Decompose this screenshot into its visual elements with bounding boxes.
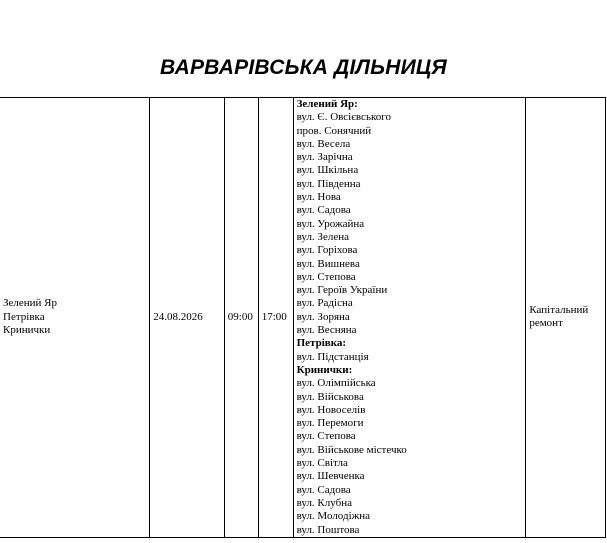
street-item: вул. Клубна (296, 496, 352, 509)
street-item: пров. Сонячний (296, 124, 372, 137)
street-item: вул. Садова (296, 204, 351, 217)
street-item: вул. Перемоги (296, 417, 364, 430)
street-item: вул. Військова (296, 390, 364, 403)
street-item: вул. Зоряна (296, 310, 350, 323)
street-item: вул. Героїв України (296, 284, 388, 297)
settlement-name: Зелений Яр (3, 297, 58, 310)
street-item: вул. Урожайна (296, 217, 365, 230)
street-group-title: Зелений Яр: (296, 98, 358, 110)
street-item: вул. Весела (296, 137, 351, 150)
settlement-name: Кринички (3, 324, 51, 337)
street-group-title: Петрівка: (296, 337, 347, 350)
date-cell: 24.08.2026 (150, 98, 224, 538)
street-item: вул. Радісна (296, 297, 353, 310)
street-item: вул. Молодіжна (296, 510, 370, 523)
street-item: вул. Новоселів (296, 403, 366, 416)
street-item: вул. Нова (296, 191, 341, 204)
street-item: вул. Південна (296, 177, 361, 190)
street-item: вул. Зарічна (296, 151, 353, 164)
table-row (0, 98, 606, 538)
street-item: вул. Є. Овсієвського (296, 111, 391, 124)
page-title: ВАРВАРІВСЬКА ДІЛЬНИЦЯ (160, 56, 447, 79)
start-time-cell: 09:00 (224, 98, 258, 538)
street-item: вул. Поштова (296, 523, 360, 536)
streets-cell (293, 98, 526, 538)
street-item: вул. Вишнева (296, 257, 360, 270)
street-item: вул. Весняна (296, 324, 357, 337)
street-item: вул. Військове містечко (296, 443, 407, 456)
street-item: вул. Олімпійська (296, 377, 376, 390)
street-item: вул. Підстанція (296, 350, 369, 363)
street-item: вул. Степова (296, 270, 356, 283)
end-time-cell: 17:00 (258, 98, 293, 538)
street-item: вул. Степова (296, 430, 356, 443)
settlement-name: Петрівка (3, 310, 45, 323)
street-group-title: Кринички: (296, 363, 353, 376)
reason-cell: Капітальний ремонт (526, 98, 606, 538)
street-item: вул. Горіхова (296, 244, 358, 257)
street-item: вул. Зелена (296, 230, 349, 243)
street-item: вул. Шевченка (296, 470, 365, 483)
street-item: вул. Шкільна (296, 164, 359, 177)
settlements-cell (0, 98, 150, 538)
street-item: вул. Садова (296, 483, 351, 496)
street-item: вул. Світла (296, 457, 348, 470)
outage-table (0, 97, 606, 538)
